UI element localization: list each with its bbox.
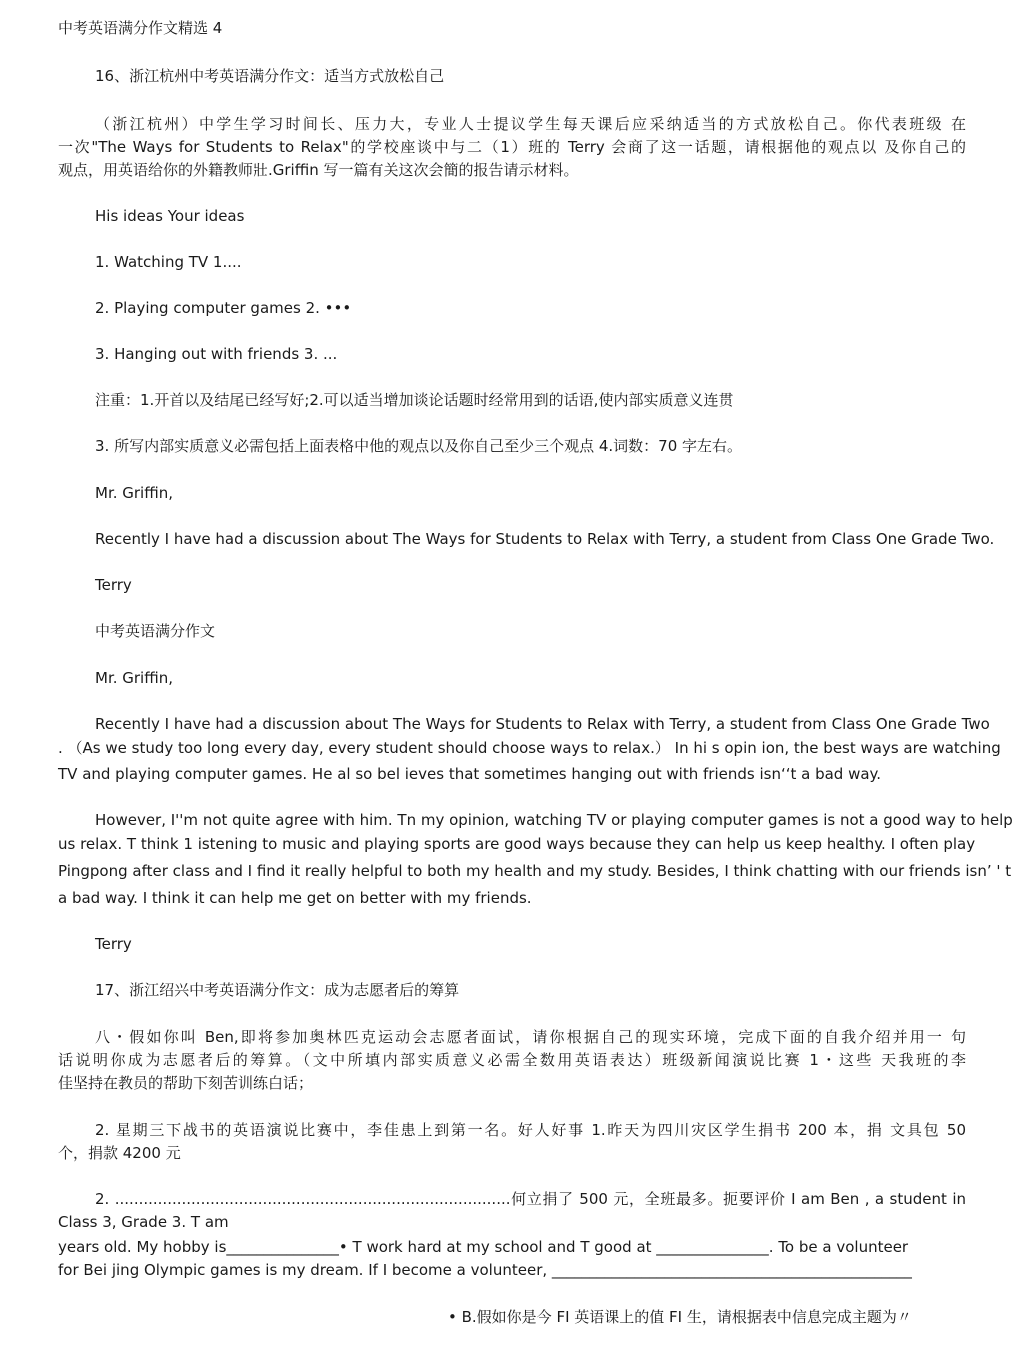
ideas-table-header: His ideas Your ideas xyxy=(95,207,245,225)
task8-item2-line-1: 2. 星期三下战书的英语演说比赛中，李佳患上到第一名。好人好事 1.昨天为四川灾区学生捐书 200 本，捐 文具包 50 xyxy=(95,1121,966,1139)
task8-line-1: 八・假如你叫 Ben,即将参加奥林匹克运动会志愿者面试，请你根据自己的现实环境，完成下面的自我介绍并用一 句 xyxy=(95,1028,966,1046)
prompt-line-3: 观点，用英语给你的外籍教师壯.Griffin 写一篇有关这次会簡的报告请示材料。 xyxy=(58,161,579,179)
task8-line-2: 话说明你成为志愿者后的筹算。（文中所填内部实质意义必需全数用英语表达）班级新闻演说比赛 1・这些 天我班的李 xyxy=(58,1051,966,1069)
section-17-title: 17、浙江绍兴中考英语满分作文：成为志愿者后的筹算 xyxy=(95,981,460,999)
essay-para2-line-1: However, I''m not quite agree with him. Tn my opinion, watching TV or playing computer games is not a good way to help xyxy=(95,811,1013,829)
prompt-line-2: 一次"The Ways for Students to Relax"的学校座谈中与二（1）班的 Terry 会商了这一话题，请根据他的观点以 及你自己的 xyxy=(58,138,966,156)
page-header: 中考英语满分作文精选 4 xyxy=(58,19,223,37)
essay-para1-line-3: TV and playing computer games. He al so bel ieves that sometimes hanging out with friends isn‘‘t a bad way. xyxy=(58,765,882,783)
task8-item3-line-1: 2. ...................................................................................何立捐了 500 元，全班最多。扼要评价 I am Ben , a student in xyxy=(95,1190,966,1208)
essay-salutation: Mr. Griffin, xyxy=(95,669,174,687)
essay-signature: Terry xyxy=(95,935,132,953)
idea-item-2: 2. Playing computer games 2. ••• xyxy=(95,299,352,317)
section-16-title: 16、浙江杭州中考英语满分作文：适当方式放松自己 xyxy=(95,67,445,85)
fill-in-line-1: years old. My hobby is_______________• T work hard at my school and T good at _______________. To be a volunteer xyxy=(58,1238,909,1256)
note-line-1: 注重：1.开首以及结尾已经写好;2.可以适当增加谈论话题时经常用到的话语,使内部实质意义连贯 xyxy=(95,391,734,409)
opening-sentence: Recently I have had a discussion about The Ways for Students to Relax with Terry, a student from Class One Grade Two. xyxy=(95,530,995,548)
essay-para2-line-2: us relax. T think 1 istening to music and playing sports are good ways because they can help us keep healthy. I often play xyxy=(58,835,976,853)
note-line-2: 3. 所写内部实质意义必需包括上面表格中他的观点以及你自己至少三个观点 4.词数：70 字左右。 xyxy=(95,437,743,455)
task8-item3-line-2: Class 3, Grade 3. T am xyxy=(58,1213,229,1231)
idea-item-1: 1. Watching TV 1.... xyxy=(95,253,242,271)
salutation: Mr. Griffin, xyxy=(95,484,174,502)
section-b-prompt: • B.假如你是今 FI 英语课上的值 FI 生，请根据表中信息完成主题为〃 xyxy=(448,1308,912,1326)
signature: Terry xyxy=(95,576,132,594)
idea-item-3: 3. Hanging out with friends 3. ... xyxy=(95,345,338,363)
task8-item2-line-2: 个，捐款 4200 元 xyxy=(58,1144,181,1162)
essay-para1-line-2: . （As we study too long every day, every student should choose ways to relax.） In hi s opin ion, the best ways are watching xyxy=(58,739,1001,757)
prompt-line-1: （浙江杭州）中学生学习时间长、压力大，专业人士提议学生每天课后应采纳适当的方式放松自己。你代表班级 在 xyxy=(95,115,966,133)
essay-para2-line-4: a bad way. I think it can help me get on better with my friends. xyxy=(58,889,532,907)
model-essay-heading: 中考英语满分作文 xyxy=(95,622,216,640)
essay-para1-line-1: Recently I have had a discussion about The Ways for Students to Relax with Terry, a student from Class One Grade Two xyxy=(95,715,990,733)
fill-in-line-2: for Bei jing Olympic games is my dream. If I become a volunteer, ________________________________________________ xyxy=(58,1261,912,1279)
essay-para2-line-3: Pingpong after class and I find it really helpful to both my health and my study. Besides, I think chatting with our friends isn’ ' t xyxy=(58,862,1012,880)
task8-line-3: 佳坚持在教员的帮助下刻苦训练白话； xyxy=(58,1074,314,1092)
